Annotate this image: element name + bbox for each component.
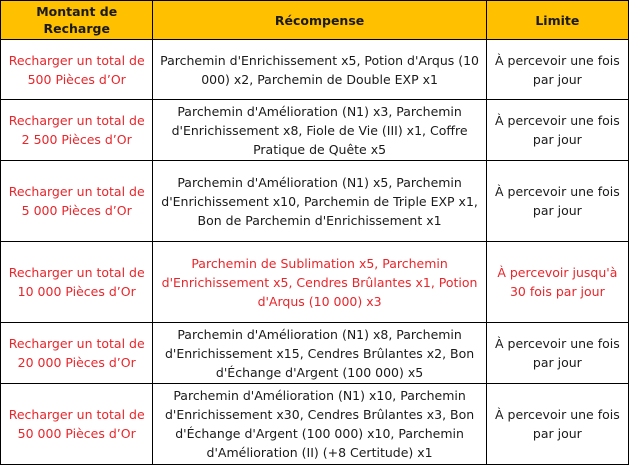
table-row-highlighted <box>1 242 629 323</box>
limit-cell: À percevoir une fois par jour <box>486 161 628 242</box>
recharge-amount-cell: Recharger un total de 10 000 Pièces d’Or <box>1 242 153 323</box>
recharge-amount-cell: Recharger un total de 50 000 Pièces d’Or <box>1 384 153 465</box>
header-row <box>1 1 629 40</box>
header-recharge-amount: Montant de Recharge <box>1 1 153 40</box>
table-row <box>1 161 629 242</box>
recharge-amount-cell: Recharger un total de 20 000 Pièces d’Or <box>1 323 153 384</box>
table-row <box>1 100 629 161</box>
table-row <box>1 384 629 465</box>
limit-cell: À percevoir une fois par jour <box>486 40 628 100</box>
limit-cell: À percevoir jusqu'à 30 fois par jour <box>486 242 628 323</box>
limit-cell: À percevoir une fois par jour <box>486 100 628 161</box>
limit-cell: À percevoir une fois par jour <box>486 384 628 465</box>
reward-cell: Parchemin d'Amélioration (N1) x3, Parchemin d'Enrichissement x8, Fiole de Vie (III) x1, Coffre Pratique de Quête x5 <box>153 100 486 161</box>
reward-cell: Parchemin d'Enrichissement x5, Potion d'Arqus (10 000) x2, Parchemin de Double EXP x1 <box>153 40 486 100</box>
limit-cell: À percevoir une fois par jour <box>486 323 628 384</box>
reward-cell: Parchemin de Sublimation x5, Parchemin d'Enrichissement x5, Cendres Brûlantes x1, Potion d'Arqus (10 000) x3 <box>153 242 486 323</box>
reward-cell: Parchemin d'Amélioration (N1) x10, Parchemin d'Enrichissement x30, Cendres Brûlantes x3, Bon d'Échange d'Argent (100 000) x10, Parchemin d'Amélioration (II) (+8 Certitude) x1 <box>153 384 486 465</box>
recharge-amount-cell: Recharger un total de 5 000 Pièces d’Or <box>1 161 153 242</box>
table-body <box>1 40 629 465</box>
recharge-amount-cell: Recharger un total de 2 500 Pièces d’Or <box>1 100 153 161</box>
table-row <box>1 40 629 100</box>
reward-cell: Parchemin d'Amélioration (N1) x5, Parchemin d'Enrichissement x10, Parchemin de Triple EXP x1, Bon de Parchemin d'Enrichissement x1 <box>153 161 486 242</box>
header-limit: Limite <box>486 1 628 40</box>
table-header <box>1 1 629 40</box>
table-row <box>1 323 629 384</box>
recharge-amount-cell: Recharger un total de 500 Pièces d’Or <box>1 40 153 100</box>
reward-cell: Parchemin d'Amélioration (N1) x8, Parchemin d'Enrichissement x15, Cendres Brûlantes x2, Bon d'Échange d'Argent (100 000) x5 <box>153 323 486 384</box>
header-reward: Récompense <box>153 1 486 40</box>
